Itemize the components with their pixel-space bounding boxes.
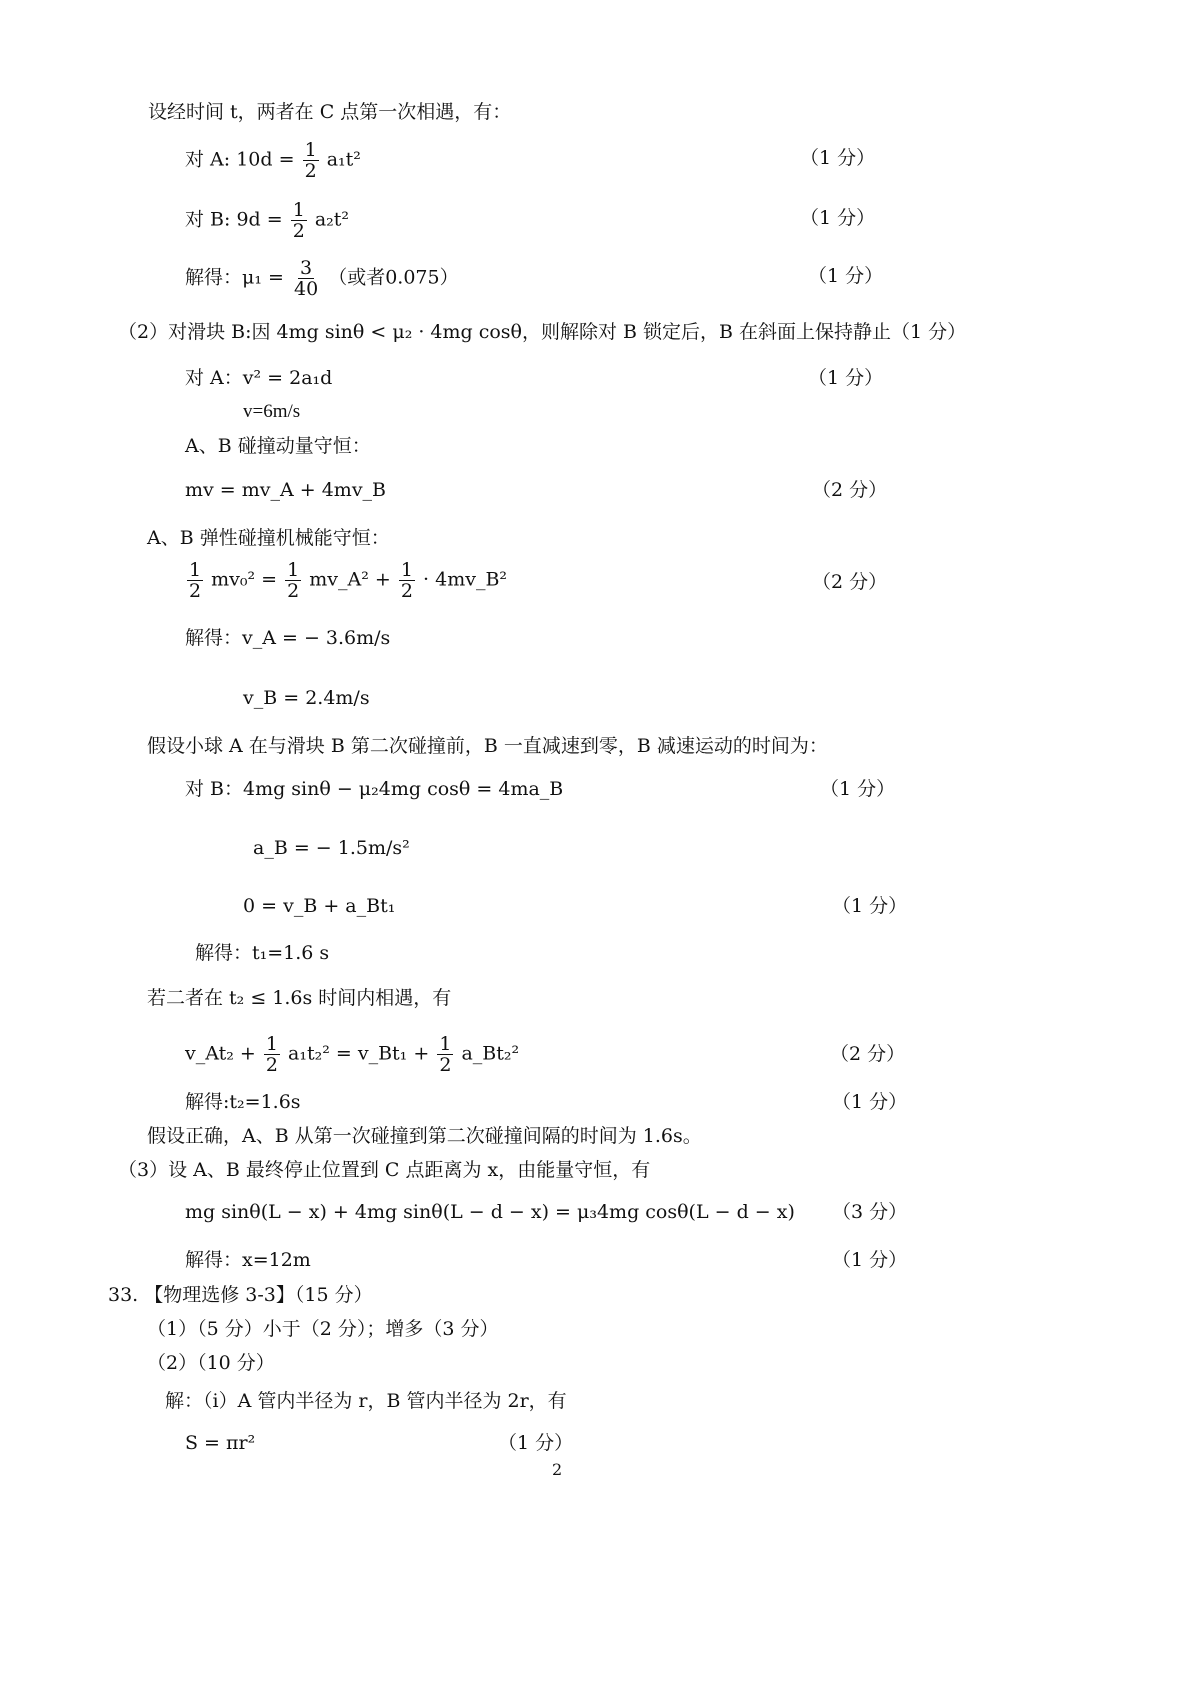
- text-line: 解得:t₂=1.6s: [185, 1091, 301, 1113]
- score-label: （1 分）: [800, 207, 876, 229]
- equation-text: a_Bt₂²: [461, 1042, 520, 1065]
- numerator: 1: [265, 1033, 278, 1055]
- equation-text: · 4mv_B²: [423, 568, 508, 591]
- equation-line: v_B = 2.4m/s: [243, 687, 370, 709]
- equation-text: a₂t²: [314, 208, 350, 231]
- numerator: 1: [439, 1033, 452, 1055]
- numerator: 1: [287, 559, 300, 581]
- equation-line: 对 A：v² = 2a₁d: [185, 367, 333, 389]
- fraction: [264, 1034, 280, 1075]
- score-label: （2 分）: [830, 1043, 906, 1065]
- fraction: [291, 200, 307, 241]
- score-label: （1 分）: [808, 367, 884, 389]
- score-label: （3 分）: [832, 1201, 908, 1223]
- denominator: 2: [304, 160, 317, 182]
- equation-text: a₁t₂² = v_Bt₁ +: [288, 1042, 430, 1065]
- equation-line: [185, 258, 459, 299]
- text-line: 若二者在 t₂ ≤ 1.6s 时间内相遇，有: [147, 987, 452, 1009]
- text-line: 假设小球 A 在与滑块 B 第二次碰撞前，B 一直减速到零，B 减速运动的时间为：: [147, 735, 828, 757]
- equation-line: [185, 1034, 519, 1075]
- equation-text: a₁t²: [326, 148, 361, 171]
- score-label: （1 分）: [832, 1249, 908, 1271]
- text-line: （2）（10 分）: [147, 1352, 275, 1374]
- equation-line: mv = mv_A + 4mv_B: [185, 479, 387, 501]
- text-line: 解：（i）A 管内半径为 r，B 管内半径为 2r，有: [165, 1390, 567, 1412]
- fraction: [437, 1034, 453, 1075]
- denominator: 2: [287, 580, 300, 602]
- numerator: 3: [300, 257, 313, 279]
- equation-text: 解得：μ₁ =: [185, 266, 284, 289]
- text-line: A、B 弹性碰撞机械能守恒：: [147, 527, 390, 549]
- equation-text: （或者0.075）: [328, 266, 459, 289]
- denominator: 2: [400, 580, 413, 602]
- page-number: 2: [552, 1460, 563, 1479]
- text-line: （1）（5 分）小于（2 分）；增多（3 分）: [147, 1318, 499, 1340]
- score-label: （1 分）: [808, 265, 884, 287]
- text-line: 假设正确，A、B 从第一次碰撞到第二次碰撞间隔的时间为 1.6s。: [147, 1125, 702, 1147]
- denominator: 2: [292, 220, 305, 242]
- equation-line: 解得：v_A = − 3.6m/s: [185, 627, 391, 649]
- text-line: 解得：t₁=1.6 s: [195, 942, 330, 964]
- equation-line: [185, 200, 349, 241]
- equation-line: S = πr²: [185, 1432, 256, 1454]
- equation-text: v_At₂ +: [185, 1042, 256, 1065]
- denominator: 2: [189, 580, 202, 602]
- score-label: （1 分）: [800, 147, 876, 169]
- equation-line: mg sinθ(L − x) + 4mg sinθ(L − d − x) = μ₃4mg cosθ(L − d − x): [185, 1201, 795, 1223]
- fraction: [187, 560, 203, 601]
- equation-text: mv_A² +: [309, 568, 391, 591]
- equation-line: 0 = v_B + a_Bt₁: [243, 895, 396, 917]
- score-label: （2 分）: [812, 571, 888, 593]
- fraction: [303, 140, 319, 181]
- equation-line: [185, 560, 507, 601]
- text-line: 解得：x=12m: [185, 1249, 311, 1271]
- text-line: 设经时间 t，两者在 C 点第一次相遇，有：: [148, 101, 512, 123]
- numerator: 1: [292, 199, 305, 221]
- denominator: 2: [265, 1054, 278, 1076]
- denominator: 2: [439, 1054, 452, 1076]
- score-label: （1 分）: [820, 778, 896, 800]
- text-line: （2）对滑块 B:因 4mg sinθ < μ₂ · 4mg cosθ，则解除对 B 锁定后，B 在斜面上保持静止（1 分）: [118, 321, 967, 343]
- numerator: 1: [304, 139, 317, 161]
- score-label: （1 分）: [832, 1091, 908, 1113]
- numerator: 1: [400, 559, 413, 581]
- score-label: （1 分）: [832, 895, 908, 917]
- section-heading: 33. 【物理选修 3-3】（15 分）: [108, 1284, 373, 1306]
- equation-text: 对 B: 9d =: [185, 208, 283, 231]
- equation-line: [185, 140, 361, 181]
- equation-text: mv₀² =: [211, 568, 278, 591]
- equation-text: 对 A: 10d =: [185, 148, 295, 171]
- score-label: （1 分）: [498, 1432, 574, 1454]
- fraction: [399, 560, 415, 601]
- score-label: （2 分）: [812, 479, 888, 501]
- text-line: v=6m/s: [243, 401, 301, 422]
- fraction: [285, 560, 301, 601]
- equation-line: a_B = − 1.5m/s²: [253, 837, 410, 859]
- equation-line: 对 B：4mg sinθ − μ₂4mg cosθ = 4ma_B: [185, 778, 564, 800]
- text-line: （3）设 A、B 最终停止位置到 C 点距离为 x，由能量守恒，有: [118, 1159, 651, 1181]
- denominator: 40: [293, 278, 319, 300]
- text-line: A、B 碰撞动量守恒：: [185, 435, 371, 457]
- fraction: [292, 258, 320, 299]
- numerator: 1: [189, 559, 202, 581]
